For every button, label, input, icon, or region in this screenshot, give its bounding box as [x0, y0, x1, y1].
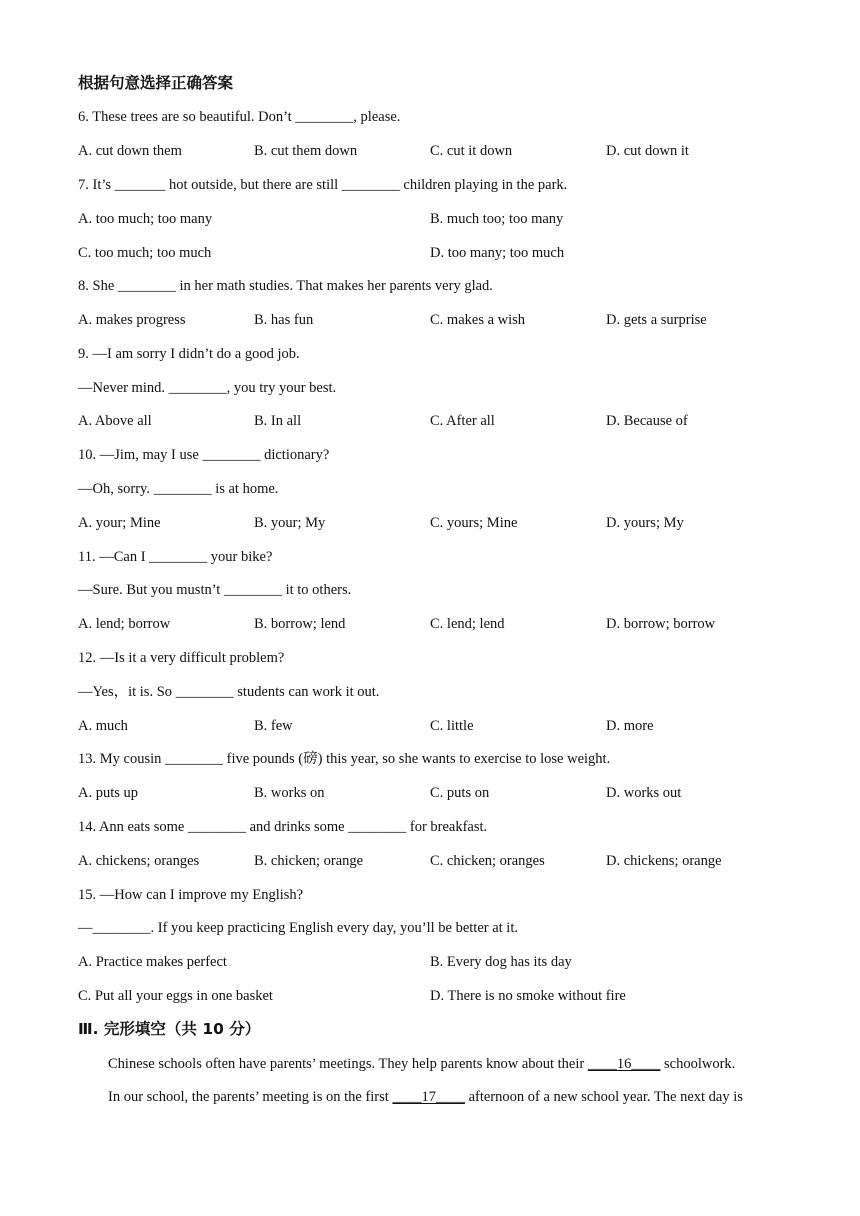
- question-8-stem: 8. She ________ in her math studies. That makes her parents very glad.: [78, 278, 493, 294]
- cloze-paragraph-1: [108, 1054, 788, 1074]
- option-d: D. gets a surprise: [606, 312, 707, 328]
- question-8-options: [78, 310, 798, 330]
- option-b: B. few: [254, 718, 293, 734]
- question-6-options: [78, 141, 798, 161]
- option-c: C. lend; lend: [430, 616, 505, 632]
- option-a: A. chickens; oranges: [78, 853, 200, 869]
- option-d: D. cut down it: [606, 143, 689, 159]
- question-12-stem: 12. —Is it a very difficult problem?: [78, 650, 285, 666]
- option-a: A. much: [78, 718, 128, 734]
- question-9-stem: 9. —I am sorry I didn’t do a good job.: [78, 346, 300, 362]
- paragraph-text: In our school, the parents’ meeting is on the first: [108, 1089, 393, 1105]
- option-b: B. cut them down: [254, 143, 358, 159]
- option-b: B. In all: [254, 413, 302, 429]
- option-b: B. works on: [254, 785, 325, 801]
- option-a: A. cut down them: [78, 143, 182, 159]
- option-b: B. your; My: [254, 515, 326, 531]
- option-c: C. little: [430, 718, 474, 734]
- option-d: D. yours; My: [606, 515, 684, 531]
- question-14-stem: 14. Ann eats some ________ and drinks some ________ for breakfast.: [78, 819, 488, 835]
- blank-17: ____17____: [392, 1089, 465, 1105]
- question-7-options-row1: [78, 209, 798, 229]
- question-9-reply: —Never mind. ________, you try your best.: [78, 380, 337, 396]
- question-15-stem: 15. —How can I improve my English?: [78, 887, 304, 903]
- option-b: B. chicken; orange: [254, 853, 364, 869]
- question-14-options: [78, 851, 798, 871]
- paragraph-text: afternoon of a new school year. The next day is: [464, 1089, 743, 1105]
- option-c: C. puts on: [430, 785, 490, 801]
- option-b: B. has fun: [254, 312, 314, 328]
- option-d: D. chickens; orange: [606, 853, 722, 869]
- question-9-options: [78, 411, 798, 431]
- question-15-options-row1: [78, 952, 798, 972]
- question-10-stem: 10. —Jim, may I use ________ dictionary?: [78, 447, 330, 463]
- question-7-stem: 7. It’s _______ hot outside, but there are still ________ children playing in the park.: [78, 177, 568, 193]
- option-b: B. much too; too many: [430, 211, 564, 227]
- question-11-stem: 11. —Can I ________ your bike?: [78, 549, 273, 565]
- question-13-stem: 13. My cousin ________ five pounds (磅) this year, so she wants to exercise to lose weight.: [78, 751, 611, 767]
- option-c: C. makes a wish: [430, 312, 526, 328]
- option-a: A. puts up: [78, 785, 139, 801]
- option-b: B. borrow; lend: [254, 616, 346, 632]
- paragraph-text: schoolwork.: [660, 1056, 736, 1072]
- option-d: D. more: [606, 718, 654, 734]
- option-a: A. your; Mine: [78, 515, 161, 531]
- option-d: D. works out: [606, 785, 682, 801]
- option-a: A. Practice makes perfect: [78, 954, 227, 970]
- option-a: A. Above all: [78, 413, 152, 429]
- option-d: D. Because of: [606, 413, 688, 429]
- option-d: D. too many; too much: [430, 245, 565, 261]
- option-d: D. There is no smoke without fire: [430, 988, 626, 1004]
- option-a: A. lend; borrow: [78, 616, 171, 632]
- section-heading: 根据句意选择正确答案: [78, 74, 234, 92]
- option-d: D. borrow; borrow: [606, 616, 716, 632]
- question-11-options: [78, 614, 798, 634]
- question-10-options: [78, 513, 798, 533]
- option-c: C. After all: [430, 413, 495, 429]
- question-12-reply: —Yes，it is. So ________ students can work it out.: [78, 684, 380, 700]
- cloze-paragraph-2: [108, 1087, 788, 1107]
- question-12-options: [78, 716, 798, 736]
- option-c: C. too much; too much: [78, 245, 212, 261]
- question-15-options-row2: [78, 986, 798, 1006]
- option-c: C. chicken; oranges: [430, 853, 545, 869]
- blank-16: ____16____: [587, 1056, 661, 1072]
- question-10-reply: —Oh, sorry. ________ is at home.: [78, 481, 279, 497]
- option-b: B. Every dog has its day: [430, 954, 572, 970]
- question-11-reply: —Sure. But you mustn’t ________ it to others.: [78, 582, 352, 598]
- option-c: C. cut it down: [430, 143, 513, 159]
- paragraph-text: Chinese schools often have parents’ meetings. They help parents know about their: [108, 1056, 588, 1072]
- option-c: C. yours; Mine: [430, 515, 518, 531]
- question-15-reply: —________. If you keep practicing English every day, you’ll be better at it.: [78, 920, 518, 936]
- question-6-stem: 6. These trees are so beautiful. Don’t ________, please.: [78, 109, 401, 125]
- option-a: A. makes progress: [78, 312, 186, 328]
- question-7-options-row2: [78, 243, 798, 263]
- question-13-options: [78, 783, 798, 803]
- cloze-section-title: Ⅲ. 完形填空（共 10 分）: [78, 1020, 261, 1038]
- option-c: C. Put all your eggs in one basket: [78, 988, 273, 1004]
- option-a: A. too much; too many: [78, 211, 213, 227]
